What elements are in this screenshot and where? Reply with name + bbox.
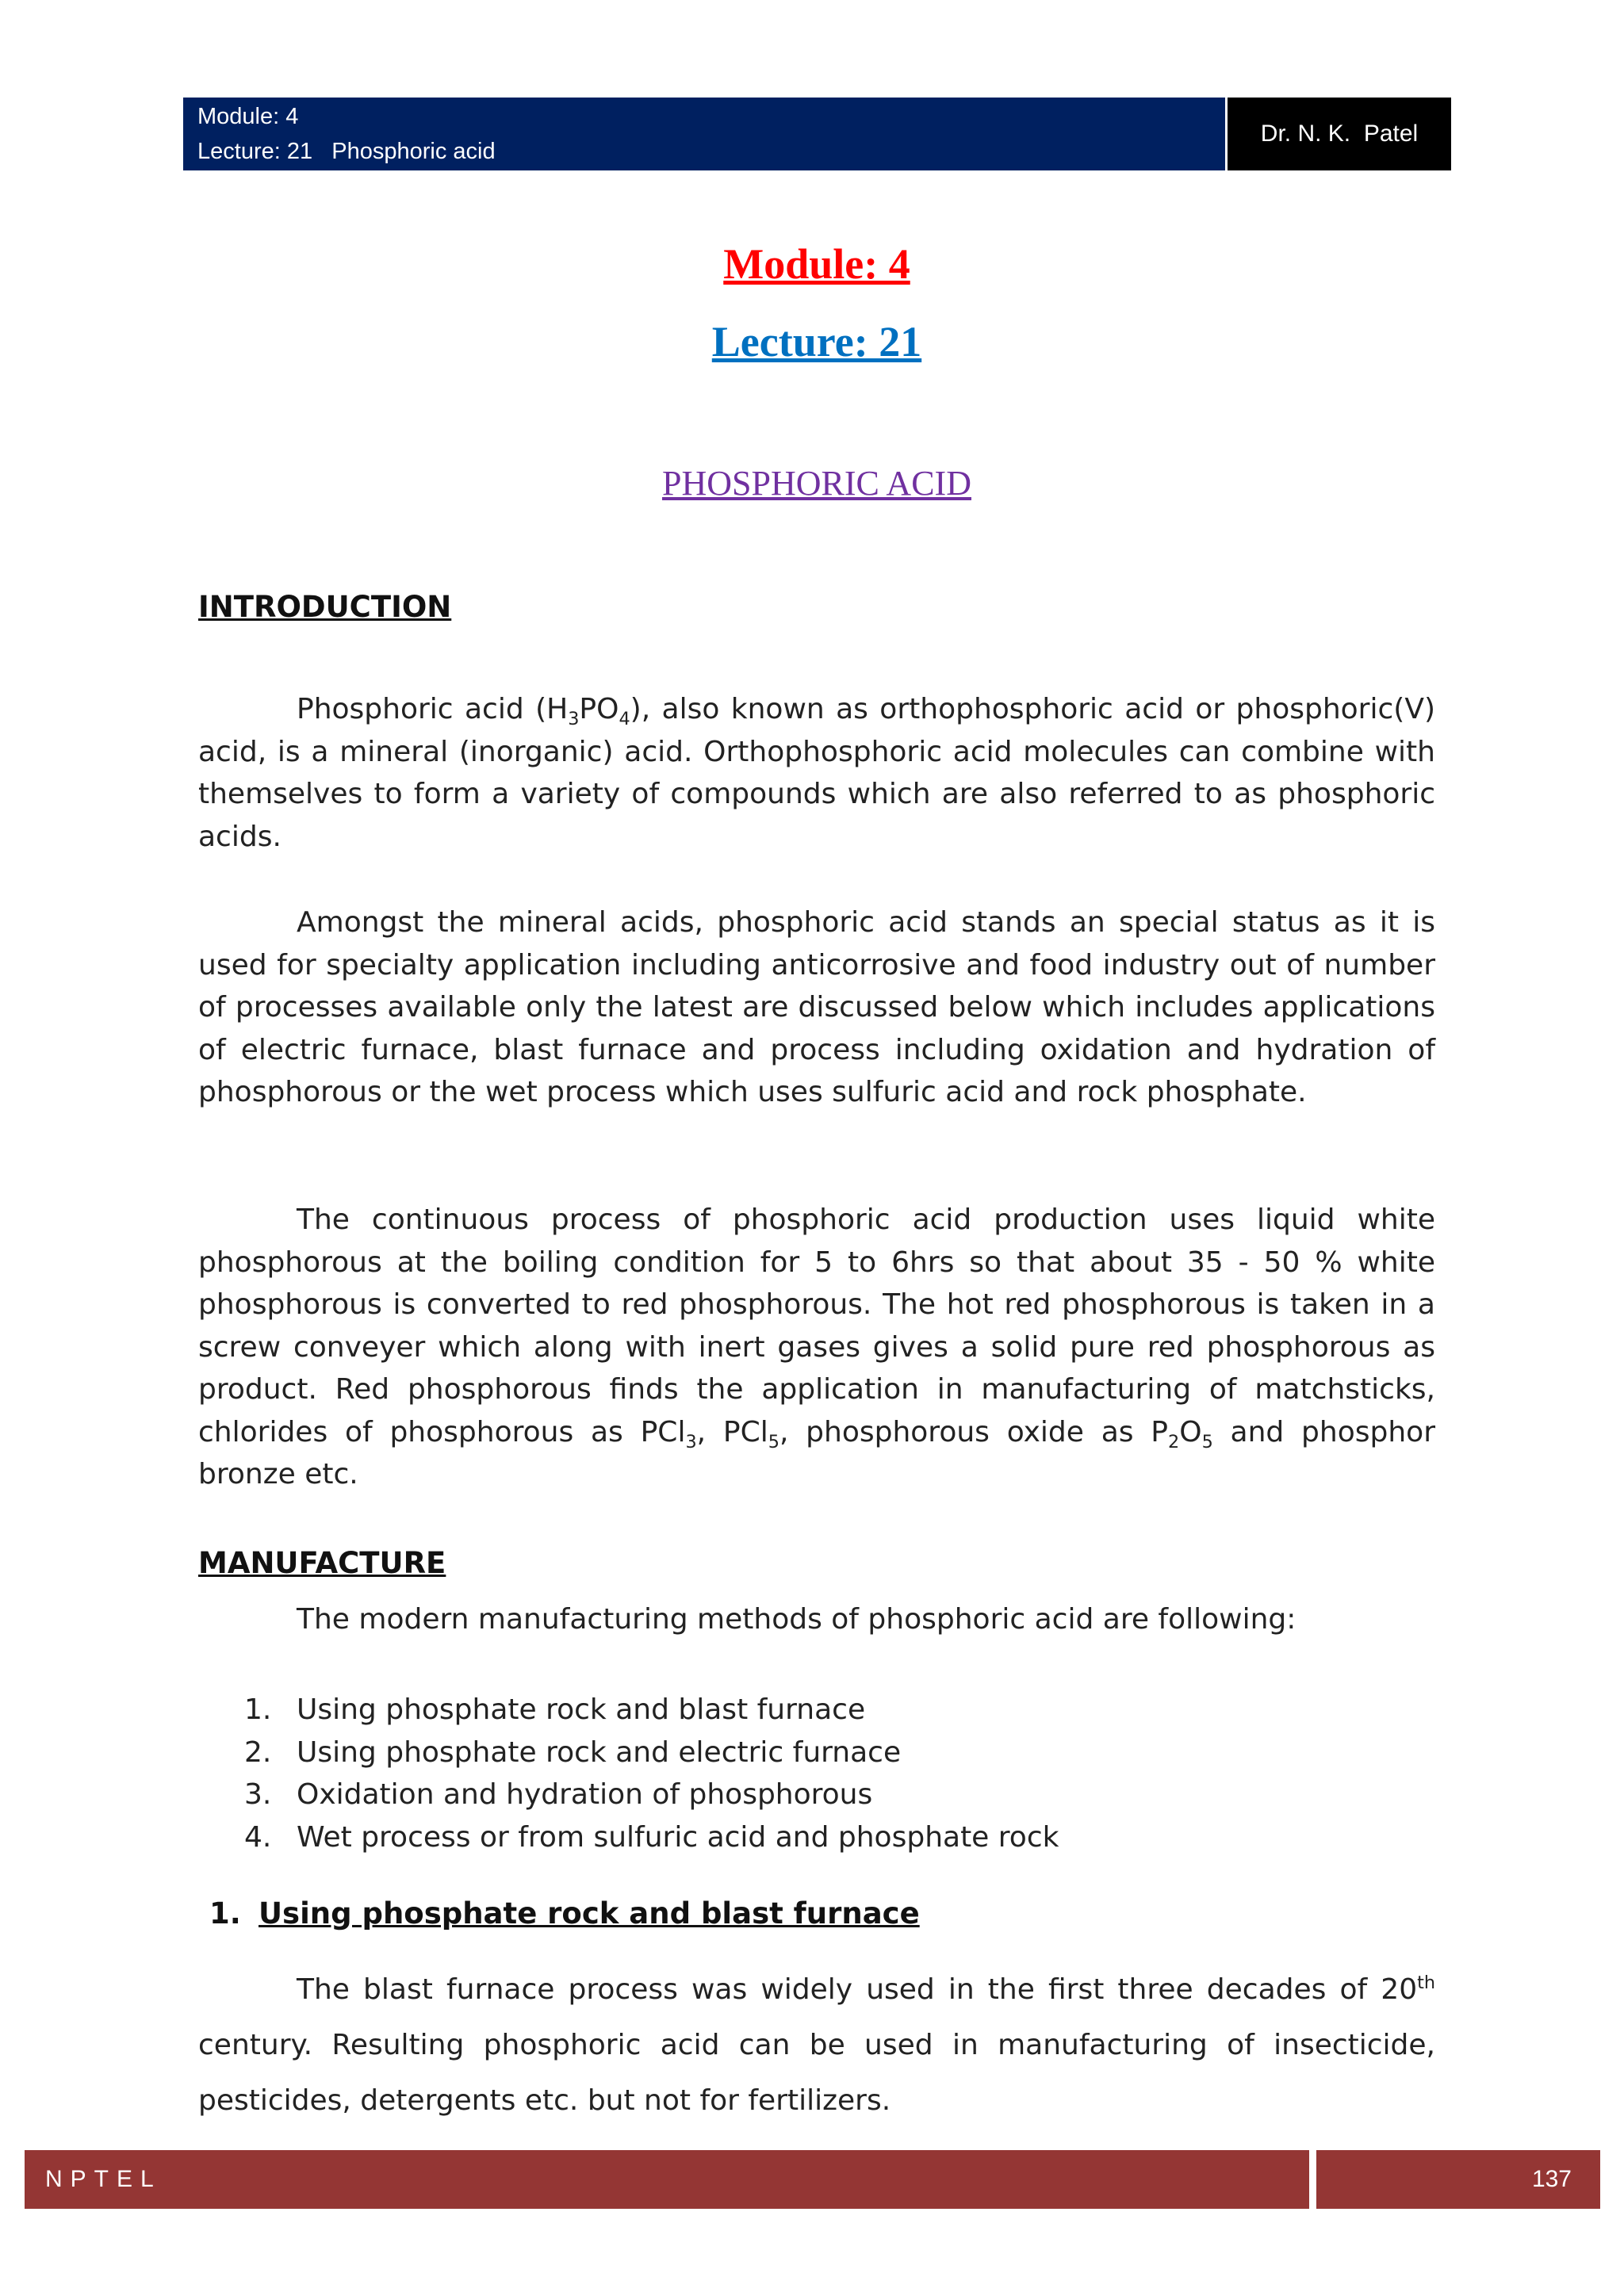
module-title: Module: 4 xyxy=(723,240,910,288)
introduction-heading: INTRODUCTION xyxy=(198,590,452,624)
page-number: 137 xyxy=(1316,2150,1600,2209)
list-item: 4. Wet process or from sulfuric acid and phosphate rock xyxy=(244,1820,1059,1854)
footer-label: NPTEL xyxy=(25,2150,1309,2209)
list-item: 2. Using phosphate rock and electric furnace xyxy=(244,1735,902,1769)
topic-title: PHOSPHORIC ACID xyxy=(662,464,971,503)
list-item: 3. Oxidation and hydration of phosphorous xyxy=(244,1778,873,1811)
header-lecture: Lecture: 21 Phosphoric acid xyxy=(197,139,496,164)
lecture-title: Lecture: 21 xyxy=(711,318,922,365)
methods-list xyxy=(244,1689,1059,1858)
section-1-heading: 1. Using phosphate rock and blast furnace xyxy=(209,1896,920,1931)
header-course-info xyxy=(183,98,1225,170)
intro-paragraph-3: The continuous process of phosphoric acid production uses liquid white phosphorous at the boiling condition for 5 to 6hrs so that about 35 - 50 % white phosphorous is converted to red phosphorous. The hot red phosphorous is taken in a screw conveyer which along with inert gases gives a solid pure red phosphorous as product. Red phosphorous finds the application in manufacturing of matchsticks, chlorides of phosphorous as PCl$_3$, PCl$_5$, phosphorous oxide as $P_2O_5$ and phosphor bronze etc. xyxy=(198,1203,1436,1490)
header-author: Dr. N. K. Patel xyxy=(1228,98,1451,170)
header-module: Module: 4 xyxy=(197,104,299,129)
list-item: 1. Using phosphate rock and blast furnace xyxy=(244,1693,866,1726)
intro-paragraph-1: Phosphoric acid $(H_3PO_4)$, also known as orthophosphoric acid or phosphoric(V) acid, is a mineral (inorganic) acid. Orthophosphoric acid molecules can combine with themselves to form a variety of compounds which are also referred to as phosphoric acids. xyxy=(198,693,1435,853)
section-1-paragraph: The blast furnace process was widely used in the first three decades of 20th century. Resulting phosphoric acid can be used in manufacturing of insecticide, pesticides, detergents etc. but not for fertilizers. xyxy=(198,1973,1435,2117)
manufacture-intro: The modern manufacturing methods of phosphoric acid are following: xyxy=(297,1603,1297,1636)
intro-paragraph-2: Amongst the mineral acids, phosphoric acid stands an special status as it is used for specialty application including anticorrosive and food industry out of number of processes available only the latest are discussed below which includes applications of electric furnace, blast furnace and process including oxidation and hydration of phosphorous or the wet process which uses sulfuric acid and rock phosphate. xyxy=(198,906,1435,1108)
manufacture-heading: MANUFACTURE xyxy=(198,1546,446,1580)
